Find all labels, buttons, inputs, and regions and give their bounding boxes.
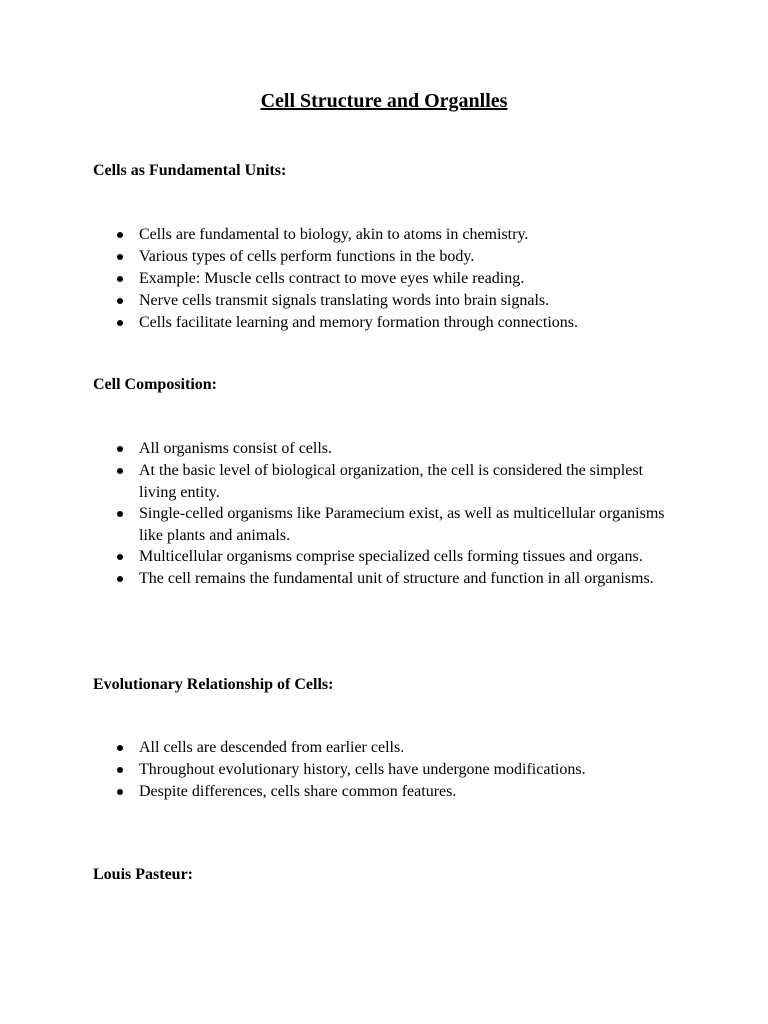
bullet-list-cells-fundamental-units [93,224,673,334]
list-item-text: Multicellular organisms comprise specialized cells forming tissues and organs. [139,548,643,565]
list-item-text: Cells facilitate learning and memory formation through connections. [139,314,578,331]
list-item-text: The cell remains the fundamental unit of structure and function in all organisms. [139,569,654,587]
document-title: Cell Structure and Organlles [260,90,508,112]
bullet-icon [117,789,123,795]
bullet-icon [117,767,123,773]
bullet-icon [117,446,123,452]
list-item [93,546,673,568]
list-item-text: Cells are fundamental to biology, akin to atoms in chemistry. [139,226,529,243]
bullet-icon [117,468,123,474]
list-item [93,568,673,590]
section-heading-evolutionary-relationship: Evolutionary Relationship of Cells: [93,676,334,693]
list-item-text: Despite differences, cells share common features. [139,783,457,800]
list-item [93,268,673,290]
bullet-icon [117,576,123,582]
list-item-text: All cells are descended from earlier cells. [139,739,405,756]
bullet-icon [117,745,123,751]
bullet-icon [117,511,123,517]
bullet-icon [117,298,123,304]
list-item-text: All organisms consist of cells. [139,440,333,457]
list-item [93,312,673,334]
list-item [93,460,673,503]
list-item-text: Nerve cells transmit signals translating words into brain signals. [139,292,550,309]
section-heading-louis-pasteur: Louis Pasteur: [93,866,193,883]
list-item [93,290,673,312]
section-heading-cell-composition: Cell Composition: [93,376,217,393]
list-item [93,781,673,803]
bullet-icon [117,232,123,238]
bullet-list-cell-composition [93,438,673,589]
bullet-icon [117,276,123,282]
bullet-list-evolutionary-relationship [93,737,673,803]
section-heading-cells-fundamental-units: Cells as Fundamental Units: [93,162,287,179]
list-item [93,759,673,781]
list-item [93,737,673,759]
bullet-icon [117,254,123,260]
bullet-icon [117,554,123,560]
list-item-text: Single-celled organisms like Paramecium exist, as well as multicellular organisms like plants and animals. [139,505,665,544]
list-item [93,438,673,460]
list-item-text: At the basic level of biological organization, the cell is considered the simplest living entity. [139,462,644,501]
bullet-icon [117,320,123,326]
list-item-text: Throughout evolutionary history, cells have undergone modifications. [139,761,586,778]
list-item [93,224,673,246]
list-item [93,503,673,546]
list-item [93,246,673,268]
list-item-text: Various types of cells perform functions in the body. [139,248,475,265]
list-item-text: Example: Muscle cells contract to move eyes while reading. [139,270,525,287]
